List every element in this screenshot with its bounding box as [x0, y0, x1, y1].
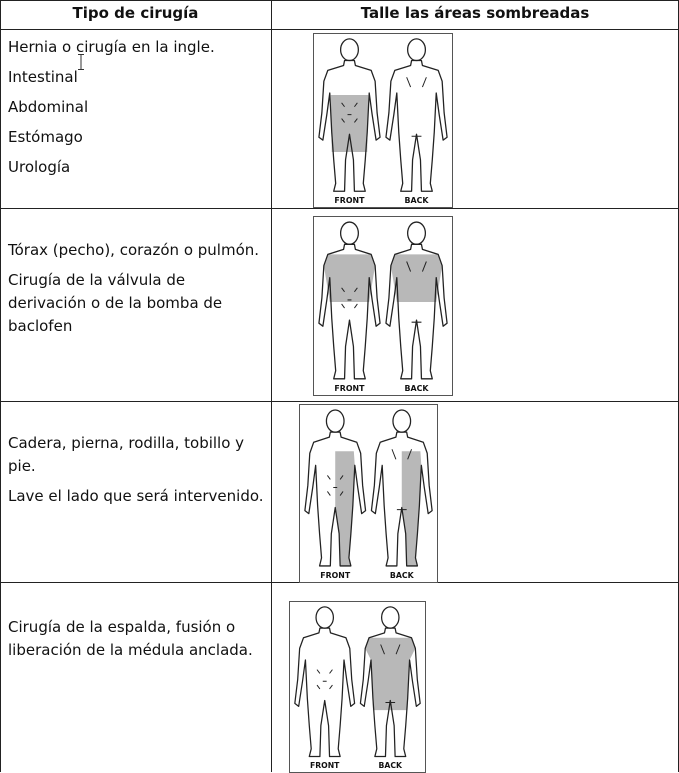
header-divider	[0, 29, 679, 30]
header-col-shaded-areas: Talle las áreas sombreadas	[360, 4, 590, 22]
back-figure	[386, 222, 447, 379]
front-figure	[319, 222, 380, 379]
row-text: Cadera, pierna, rodilla, tobillo y pie.	[8, 434, 245, 475]
shaded-area	[331, 95, 368, 152]
row-text: Urología	[8, 158, 71, 176]
body-outline	[386, 61, 447, 192]
back-label: BACK	[404, 383, 429, 393]
row-text: Lave el lado que será intervenido.	[8, 487, 264, 505]
head-outline	[393, 410, 411, 432]
body-diagram-chest	[313, 216, 453, 396]
header-col-surgery-type: Tipo de cirugía	[72, 4, 199, 22]
front-label: FRONT	[320, 570, 351, 581]
body-outline	[371, 432, 432, 566]
text-cursor-icon	[78, 54, 84, 70]
column-divider	[271, 0, 272, 772]
row-text: Cirugía de la espalda, fusión o liberación de la médula anclada.	[8, 618, 253, 659]
shaded-area	[335, 451, 355, 566]
table-row	[8, 32, 266, 182]
back-marks	[407, 77, 427, 136]
head-outline	[408, 222, 426, 244]
front-figure	[295, 607, 355, 757]
head-outline	[341, 222, 359, 244]
row-text: Tórax (pecho), corazón o pulmón.	[8, 241, 260, 259]
back-label: BACK	[404, 196, 429, 206]
table-row	[8, 239, 266, 345]
back-figure	[371, 410, 432, 566]
front-label: FRONT	[309, 761, 340, 771]
shaded-area	[391, 254, 442, 302]
row-text: Estómago	[8, 128, 83, 146]
body-diagram-back	[289, 601, 426, 773]
head-outline	[326, 410, 344, 432]
row-text: Hernia o cirugía en la ingle.	[8, 38, 215, 56]
body-outline	[295, 628, 355, 756]
table-row	[8, 432, 266, 515]
table-row	[8, 616, 266, 669]
back-label: BACK	[389, 570, 414, 581]
table-border-left	[0, 0, 1, 772]
row-divider	[0, 401, 679, 402]
row-text: Cirugía de la válvula de derivación o de la bomba de baclofen	[8, 271, 223, 335]
torso-marks	[317, 670, 332, 689]
body-diagram-leg	[299, 404, 438, 583]
row-text: Abdominal	[8, 98, 89, 116]
head-outline	[341, 39, 359, 61]
front-label: FRONT	[334, 383, 365, 393]
front-figure	[305, 410, 366, 566]
body-diagram-abdomen	[313, 33, 453, 208]
shaded-area	[402, 451, 422, 566]
head-outline	[382, 607, 399, 628]
back-figure	[386, 39, 447, 191]
row-text: Intestinal	[8, 68, 78, 86]
row-divider	[0, 208, 679, 209]
back-figure	[360, 607, 420, 757]
shaded-area	[324, 254, 375, 302]
back-label: BACK	[378, 761, 403, 771]
head-outline	[408, 39, 426, 61]
front-label: FRONT	[334, 196, 365, 206]
head-outline	[316, 607, 333, 628]
front-figure	[319, 39, 380, 191]
